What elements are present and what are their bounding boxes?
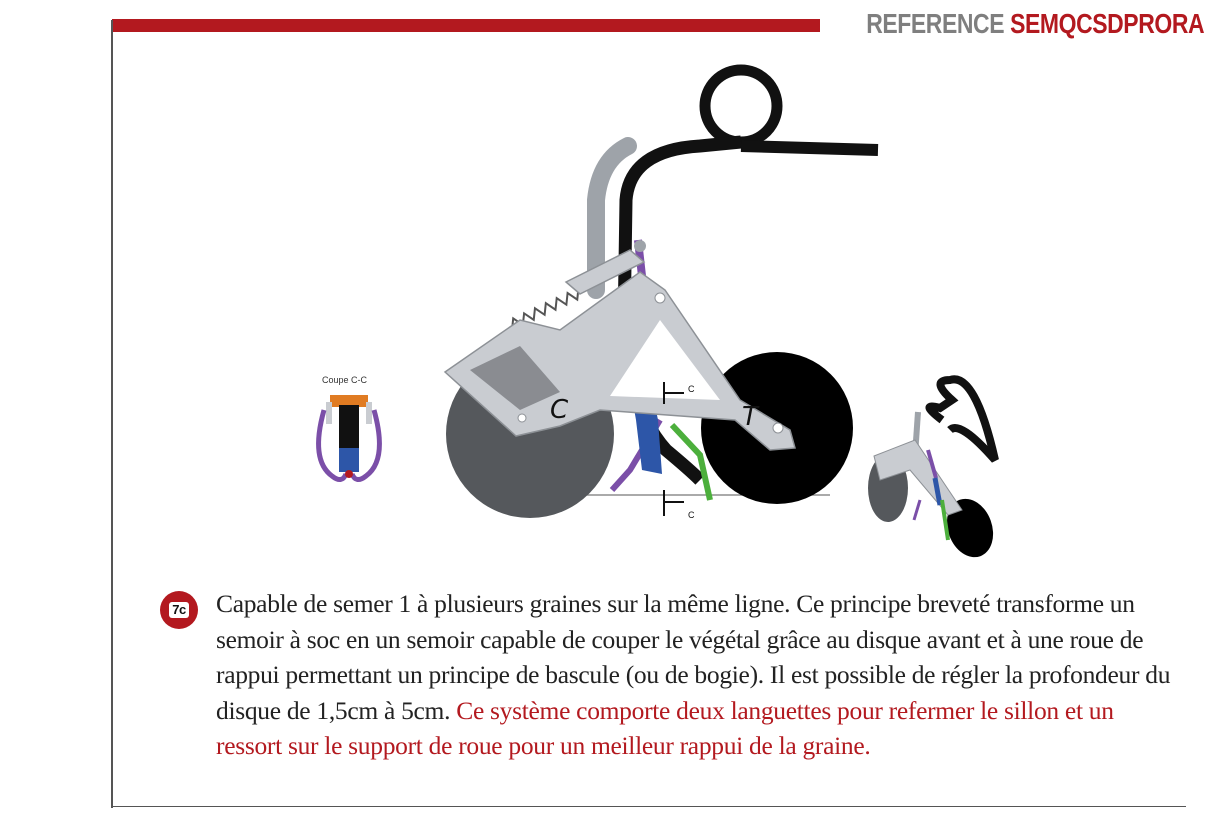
tine-arm (741, 146, 878, 150)
caption-main: Capable de semer 1 à plusieurs graines sur la même ligne. Ce principe breveté transforme un semoir à soc en un semoir capable de couper le végétal grâce au disque avant et à une roue de rappui permettant un principe de bascule (ou de bogie). Il est possible de régler la profondeur du disque de 1,5cm à 5cm. (216, 589, 1171, 725)
cut-letter-top: C (688, 384, 695, 394)
pivot-center (655, 293, 665, 303)
section-label: Coupe C-C (322, 375, 368, 385)
perspective-tine-small (914, 500, 920, 520)
rear-letter: T (742, 402, 758, 432)
tine-coil (705, 70, 777, 142)
perspective-view (868, 379, 1001, 563)
caption-badge-label: 7c (169, 602, 188, 618)
reference-code: SEMQCSDPRORA (1009, 8, 1204, 39)
main-seeder-view (445, 70, 878, 520)
perspective-tine (929, 379, 995, 460)
caption-badge (160, 591, 198, 629)
caption-text (216, 586, 1176, 764)
bottom-border-rule (111, 806, 1186, 807)
pivot-top (634, 240, 646, 252)
section-coulter (339, 405, 359, 450)
section-right-bracket (366, 402, 372, 424)
front-letter: C (550, 395, 569, 425)
pivot-front (518, 414, 526, 422)
caption-highlight: Ce système comporte deux languettes pour refermer le sillon et un ressort sur le support de roue pour un meilleur rappui de la graine. (216, 695, 1114, 760)
cross-section-view (319, 375, 380, 480)
reference-label: REFERENCE (866, 8, 1004, 39)
pivot-rear (773, 423, 783, 433)
section-seed (345, 470, 353, 478)
section-boot (339, 448, 359, 472)
cut-letter-bottom: C (688, 510, 695, 520)
section-left-bracket (326, 402, 332, 424)
